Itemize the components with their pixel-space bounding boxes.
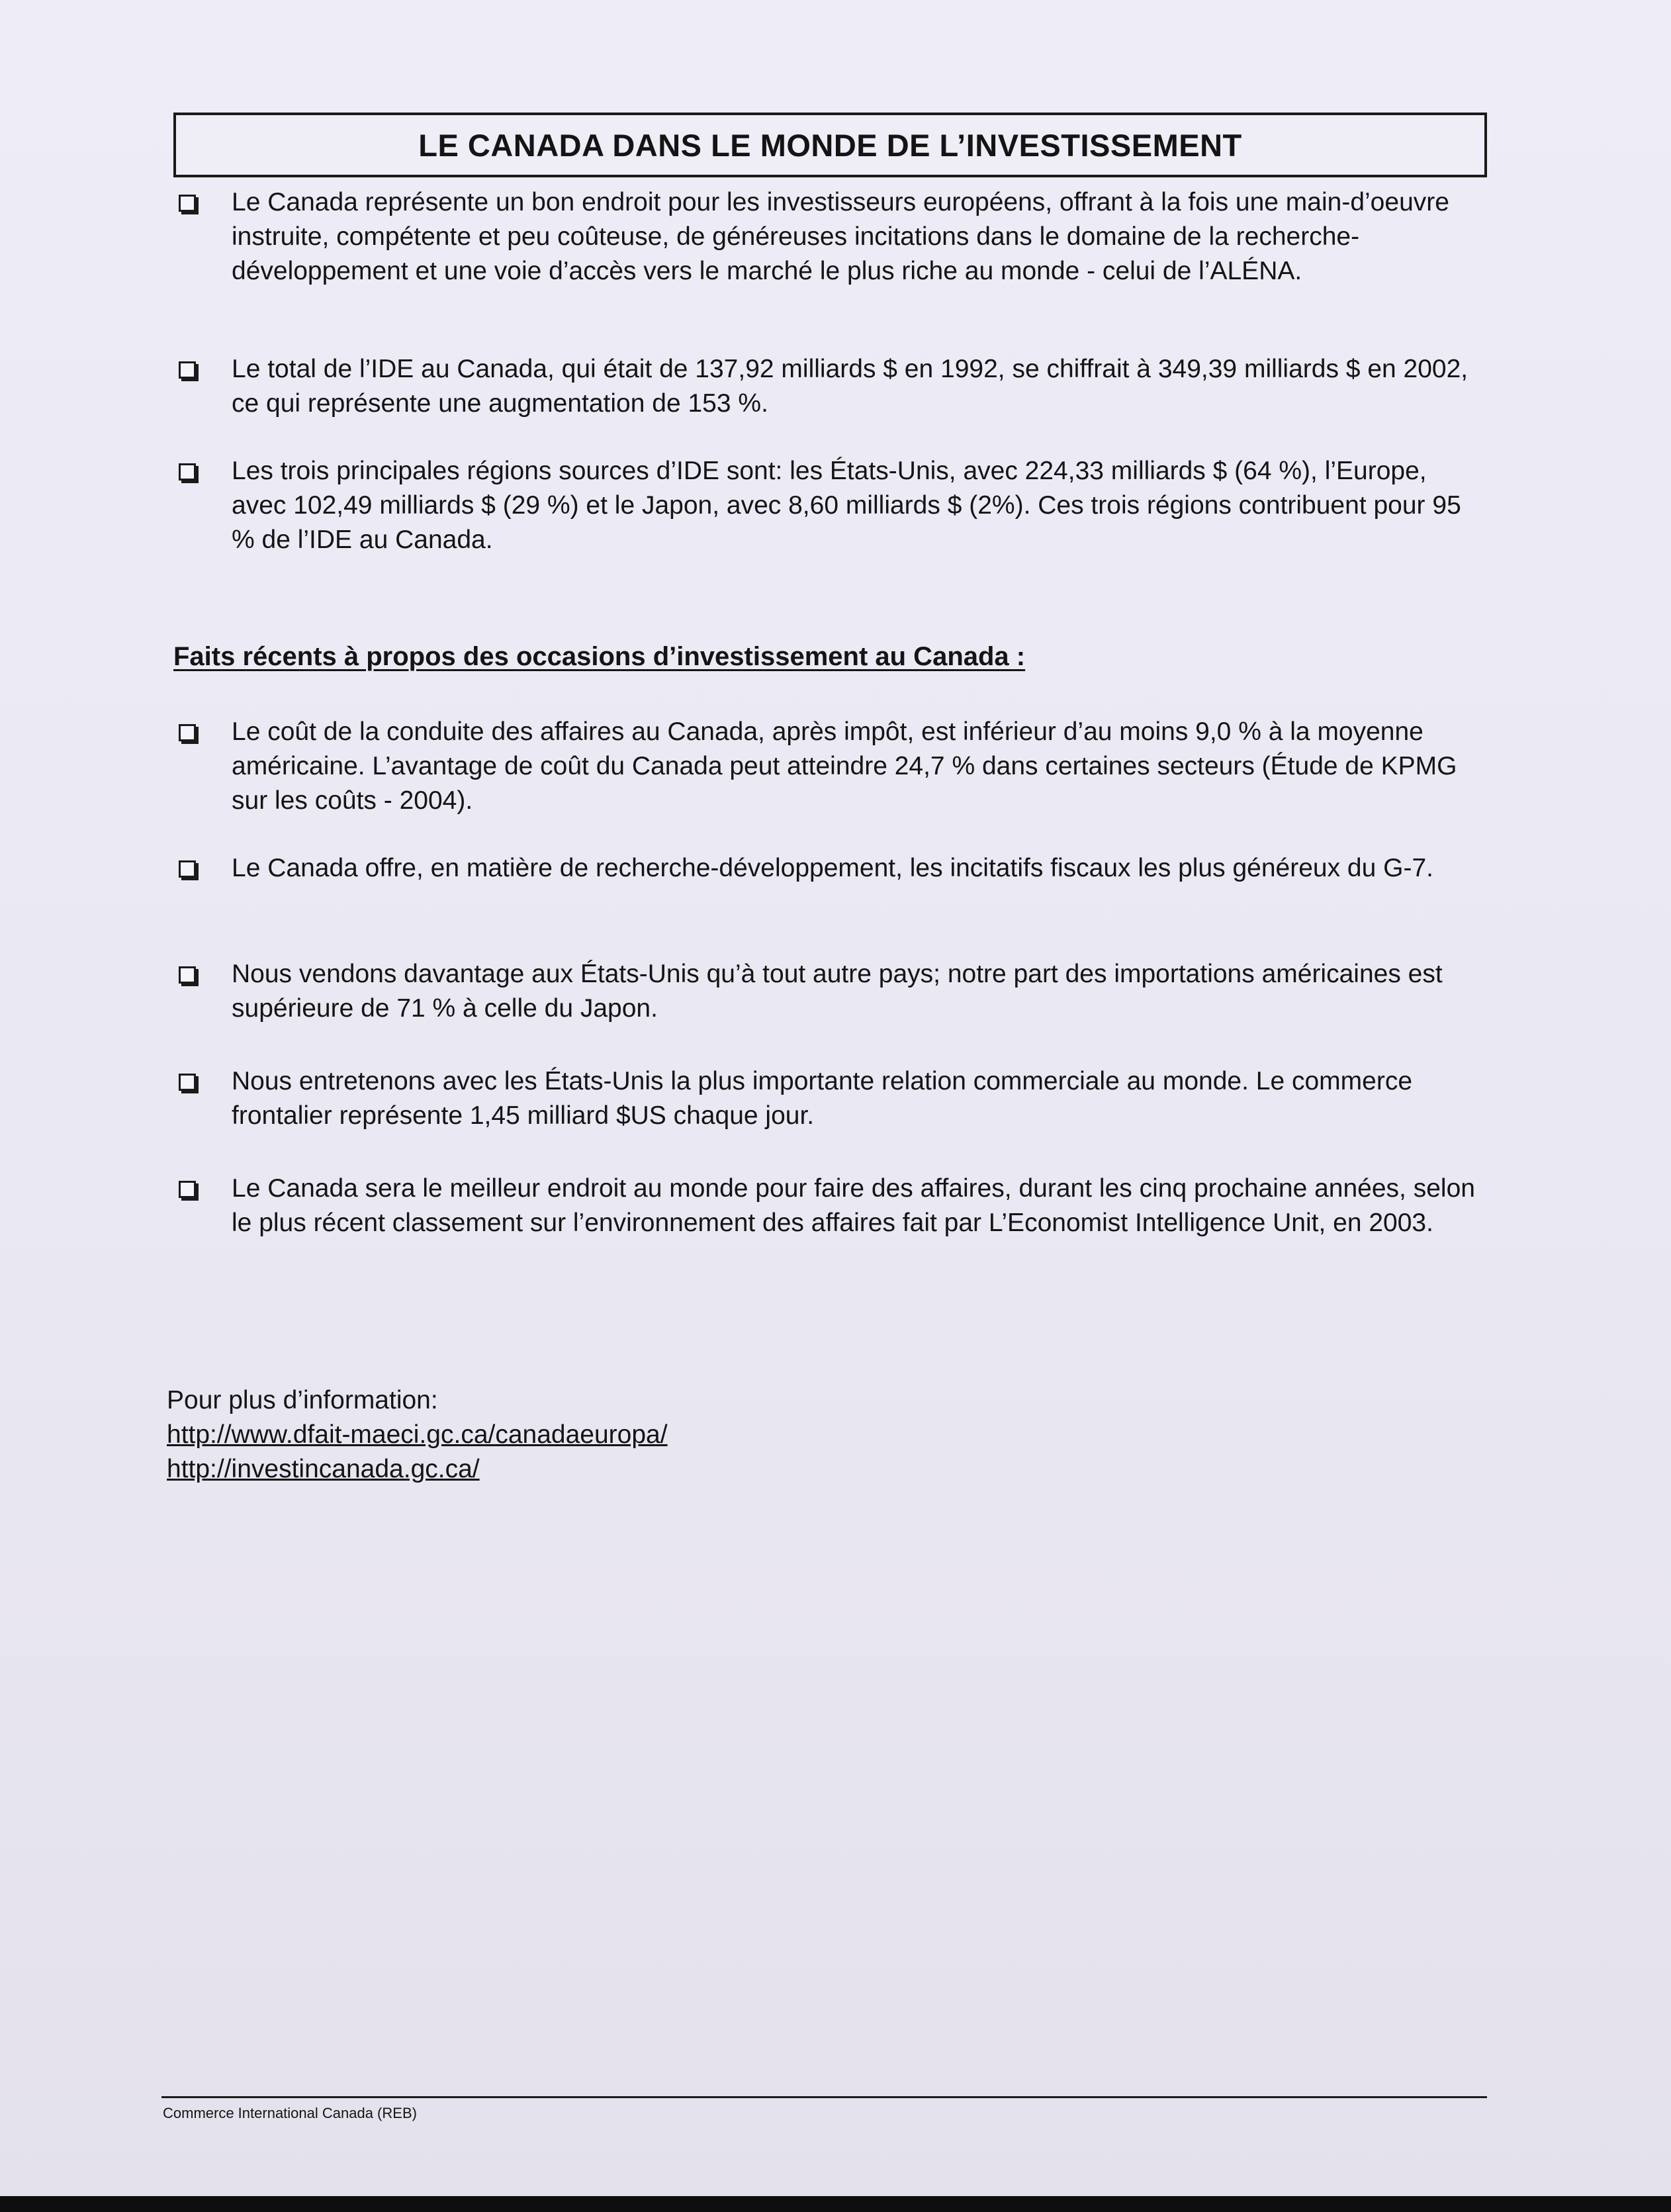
link-investincanada[interactable]: http://investincanada.gc.ca/ xyxy=(167,1455,480,1483)
bullet-text: Les trois principales régions sources d’IDE sont: les États-Unis, avec 224,33 milliards $ (64 %), l’Europe, avec 102,49 milliards $ (29 %) et le Japon, avec 8,60 milliards $ (2%). Ces trois régions contribuent pour 95 % de l’IDE au Canada. xyxy=(232,457,1461,554)
bullet-item xyxy=(173,454,1487,557)
footer-text: Commerce International Canada (REB) xyxy=(163,2105,417,2121)
checkbox-bullet-icon xyxy=(179,724,196,741)
bullet-item xyxy=(173,851,1487,920)
bullet-item xyxy=(173,185,1487,323)
checkbox-bullet-icon xyxy=(179,1074,196,1091)
bullet-item xyxy=(173,957,1487,1026)
bullet-text: Nous vendons davantage aux États-Unis qu’à tout autre pays; notre part des importations américaines est supérieure de 71 % à celle du Japon. xyxy=(232,960,1443,1023)
bullet-text: Le Canada représente un bon endroit pour les investisseurs européens, offrant à la fois une main-d’oeuvre instruite, compétente et peu coûteuse, de généreuses incitations dans le domaine de la recherche-développement et une voie d’accès vers le marché le plus riche au monde - celui de l’ALÉNA. xyxy=(232,188,1449,285)
bullet-item xyxy=(173,1172,1487,1275)
footer-divider xyxy=(161,2096,1487,2098)
bullet-text: Le Canada sera le meilleur endroit au monde pour faire des affaires, durant les cinq prochaine années, selon le plus récent classement sur l’environnement des affaires fait par L’Economist Intelligence Unit, en 2003. xyxy=(232,1174,1475,1237)
bullet-text: Le Canada offre, en matière de recherche-développement, les incitatifs fiscaux les plus généreux du G-7. xyxy=(232,854,1433,882)
link-canadaeuropa[interactable]: http://www.dfait-maeci.gc.ca/canadaeuropa/ xyxy=(167,1420,668,1449)
bullet-item xyxy=(173,352,1487,421)
bullet-text: Le coût de la conduite des affaires au Canada, après impôt, est inférieur d’au moins 9,0 % à la moyenne américaine. L’avantage de coût du Canada peut atteindre 24,7 % dans certaines secteurs (Étude de KPMG sur les coûts - 2004). xyxy=(232,717,1457,815)
bullet-item xyxy=(173,1064,1487,1133)
bullet-item xyxy=(173,715,1487,818)
facts-bullet-list xyxy=(173,715,1487,1275)
checkbox-bullet-icon xyxy=(179,195,196,212)
more-info-label: Pour plus d’information: xyxy=(167,1386,438,1414)
more-info-block xyxy=(167,1383,668,1487)
intro-bullet-list xyxy=(173,185,1487,557)
bullet-text: Le total de l’IDE au Canada, qui était de 137,92 milliards $ en 1992, se chiffrait à 349,39 milliards $ en 2002, ce qui représente une augmentation de 153 %. xyxy=(232,355,1468,418)
scan-edge xyxy=(0,2196,1671,2212)
title-box xyxy=(173,113,1487,177)
checkbox-bullet-icon xyxy=(179,361,196,379)
page-title: LE CANADA DANS LE MONDE DE L’INVESTISSEMENT xyxy=(418,127,1242,163)
checkbox-bullet-icon xyxy=(179,1181,196,1198)
checkbox-bullet-icon xyxy=(179,860,196,878)
checkbox-bullet-icon xyxy=(179,966,196,984)
checkbox-bullet-icon xyxy=(179,463,196,481)
section-heading: Faits récents à propos des occasions d’investissement au Canada : xyxy=(173,642,1026,671)
bullet-text: Nous entretenons avec les États-Unis la plus importante relation commerciale au monde. Le commerce frontalier représente 1,45 milliard $US chaque jour. xyxy=(232,1067,1413,1130)
